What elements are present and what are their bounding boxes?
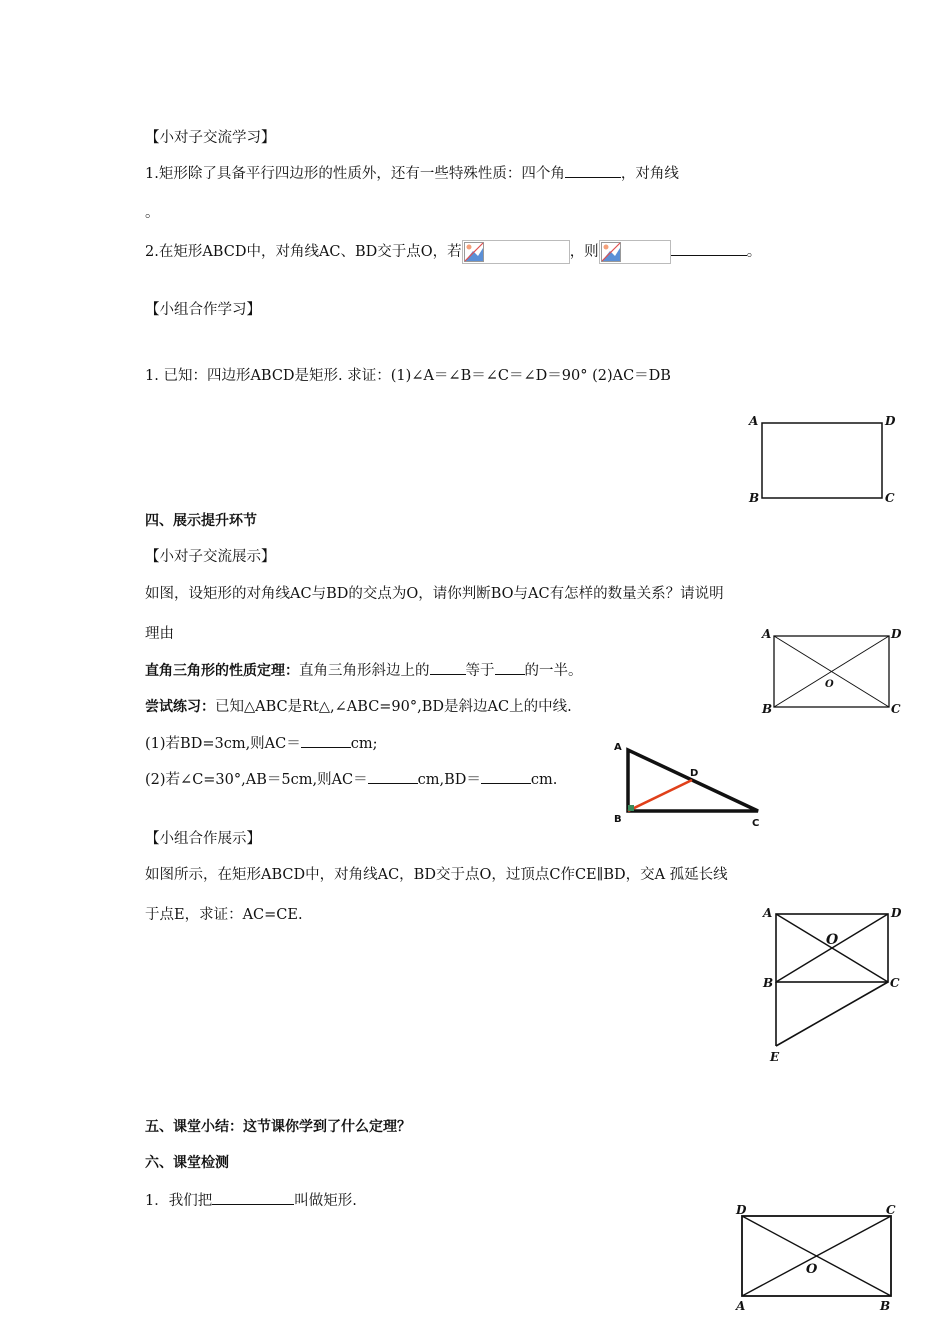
rectangle-dcab-figure bbox=[728, 1198, 908, 1318]
vertex-label: C bbox=[885, 491, 895, 505]
vertex-label: D bbox=[690, 768, 699, 779]
vertex-label: C bbox=[886, 1203, 896, 1217]
section-heading-group-study: 【小组合作学习】 bbox=[145, 302, 261, 318]
line-ce bbox=[776, 982, 888, 1046]
answer-blank[interactable] bbox=[212, 1190, 294, 1205]
pair-show-text-2: 理由 bbox=[145, 626, 174, 642]
practice-question-1 bbox=[145, 733, 378, 754]
practice-1-text-b: cm; bbox=[350, 736, 378, 752]
group-show-text-2: 于点E，求证：AC=CE. bbox=[145, 907, 303, 923]
question-1-text-a: 1.矩形除了具备平行四边形的性质外，还有一些特殊性质：四个角 bbox=[145, 166, 565, 182]
formula-image-placeholder bbox=[462, 240, 570, 264]
section-heading-pair-study: 【小对子交流学习】 bbox=[145, 130, 276, 146]
broken-image-icon bbox=[464, 242, 484, 262]
theorem-text-c: 的一半。 bbox=[524, 663, 583, 679]
question-2 bbox=[145, 240, 761, 264]
practice-2-text-a: (2)若∠C=30°,AB＝5cm,则AC＝ bbox=[145, 772, 368, 788]
section-title-6: 六、课堂检测 bbox=[145, 1155, 229, 1171]
vertex-label: B bbox=[762, 702, 773, 716]
vertex-label: E bbox=[770, 1050, 780, 1064]
right-triangle-figure bbox=[610, 738, 770, 833]
test-question-1 bbox=[145, 1190, 357, 1211]
answer-blank[interactable] bbox=[495, 660, 525, 675]
vertex-label: C bbox=[891, 702, 901, 716]
test-1-text-a: 1．我们把 bbox=[145, 1193, 213, 1209]
answer-blank[interactable] bbox=[301, 733, 351, 748]
rectangle-outline bbox=[762, 423, 882, 498]
vertex-label: A bbox=[762, 627, 772, 641]
vertex-label: D bbox=[891, 906, 902, 920]
center-label: O bbox=[826, 932, 839, 948]
center-label: O bbox=[806, 1262, 818, 1277]
formula-image-placeholder bbox=[599, 240, 671, 264]
theorem-label: 直角三角形的性质定理： bbox=[145, 663, 299, 679]
group-show-text-1: 如图所示，在矩形ABCD中，对角线AC，BD交于点O，过顶点C作CE∥BD，交A 孤延长线 bbox=[145, 867, 728, 883]
median-bd bbox=[628, 780, 692, 811]
pair-show-text-1: 如图，设矩形的对角线AC与BD的交点为O，请你判断BO与AC有怎样的数量关系？请说明 bbox=[145, 586, 724, 602]
question-2-text-b: ，则 bbox=[569, 244, 599, 260]
center-label: O bbox=[825, 679, 834, 690]
practice-2-text-c: cm. bbox=[530, 772, 558, 788]
vertex-label: A bbox=[736, 1299, 746, 1313]
question-1 bbox=[145, 163, 679, 184]
practice-2-text-b: cm,BD＝ bbox=[417, 772, 481, 788]
vertex-label: A bbox=[763, 906, 773, 920]
answer-blank[interactable] bbox=[565, 163, 621, 178]
practice-label: 尝试练习： bbox=[145, 699, 215, 715]
section-heading-group-show: 【小组合作展示】 bbox=[145, 831, 261, 847]
theorem-text-a: 直角三角形斜边上的 bbox=[299, 663, 430, 679]
vertex-label: D bbox=[885, 414, 896, 428]
vertex-label: A bbox=[749, 414, 759, 428]
section-title-5: 五、课堂小结：这节课你学到了什么定理？ bbox=[145, 1119, 411, 1135]
broken-image-icon bbox=[601, 242, 621, 262]
group-question-1: 1. 已知：四边形ABCD是矩形. 求证：(1)∠A＝∠B＝∠C＝∠D＝90° (2)AC＝DB bbox=[145, 368, 671, 384]
practice-1-text-a: (1)若BD=3cm,则AC＝ bbox=[145, 736, 301, 752]
answer-blank[interactable] bbox=[481, 769, 531, 784]
vertex-label: C bbox=[752, 818, 760, 829]
practice-question-2 bbox=[145, 769, 557, 790]
vertex-label: B bbox=[880, 1299, 891, 1313]
question-2-text-a: 2.在矩形ABCD中，对角线AC、BD交于点O，若 bbox=[145, 244, 462, 260]
vertex-label: A bbox=[614, 742, 622, 753]
question-1-text-b: ，对角线 bbox=[620, 166, 679, 182]
section-heading-pair-show: 【小对子交流展示】 bbox=[145, 549, 276, 565]
vertex-label: B bbox=[614, 814, 622, 825]
rectangle-diagonals-figure bbox=[758, 625, 908, 720]
vertex-label: D bbox=[891, 627, 902, 641]
rectangle-extension-figure bbox=[760, 903, 910, 1068]
section-title-4: 四、展示提升环节 bbox=[145, 513, 257, 529]
answer-blank[interactable] bbox=[671, 241, 747, 256]
practice-line bbox=[145, 697, 572, 717]
answer-blank[interactable] bbox=[430, 660, 466, 675]
theorem-text-b: 等于 bbox=[465, 663, 495, 679]
rectangle-abcd-figure bbox=[745, 410, 905, 510]
vertex-label: D bbox=[736, 1203, 747, 1217]
question-1-end: 。 bbox=[145, 205, 160, 221]
right-angle-mark bbox=[628, 805, 634, 811]
theorem-line bbox=[145, 660, 583, 681]
test-1-text-b: 叫做矩形. bbox=[294, 1193, 357, 1209]
question-2-end: 。 bbox=[746, 244, 762, 260]
vertex-label: B bbox=[749, 491, 760, 505]
vertex-label: B bbox=[763, 976, 774, 990]
practice-text: 已知△ABC是Rt△,∠ABC=90°,BD是斜边AC上的中线. bbox=[215, 699, 572, 715]
vertex-label: C bbox=[890, 976, 900, 990]
answer-blank[interactable] bbox=[368, 769, 418, 784]
